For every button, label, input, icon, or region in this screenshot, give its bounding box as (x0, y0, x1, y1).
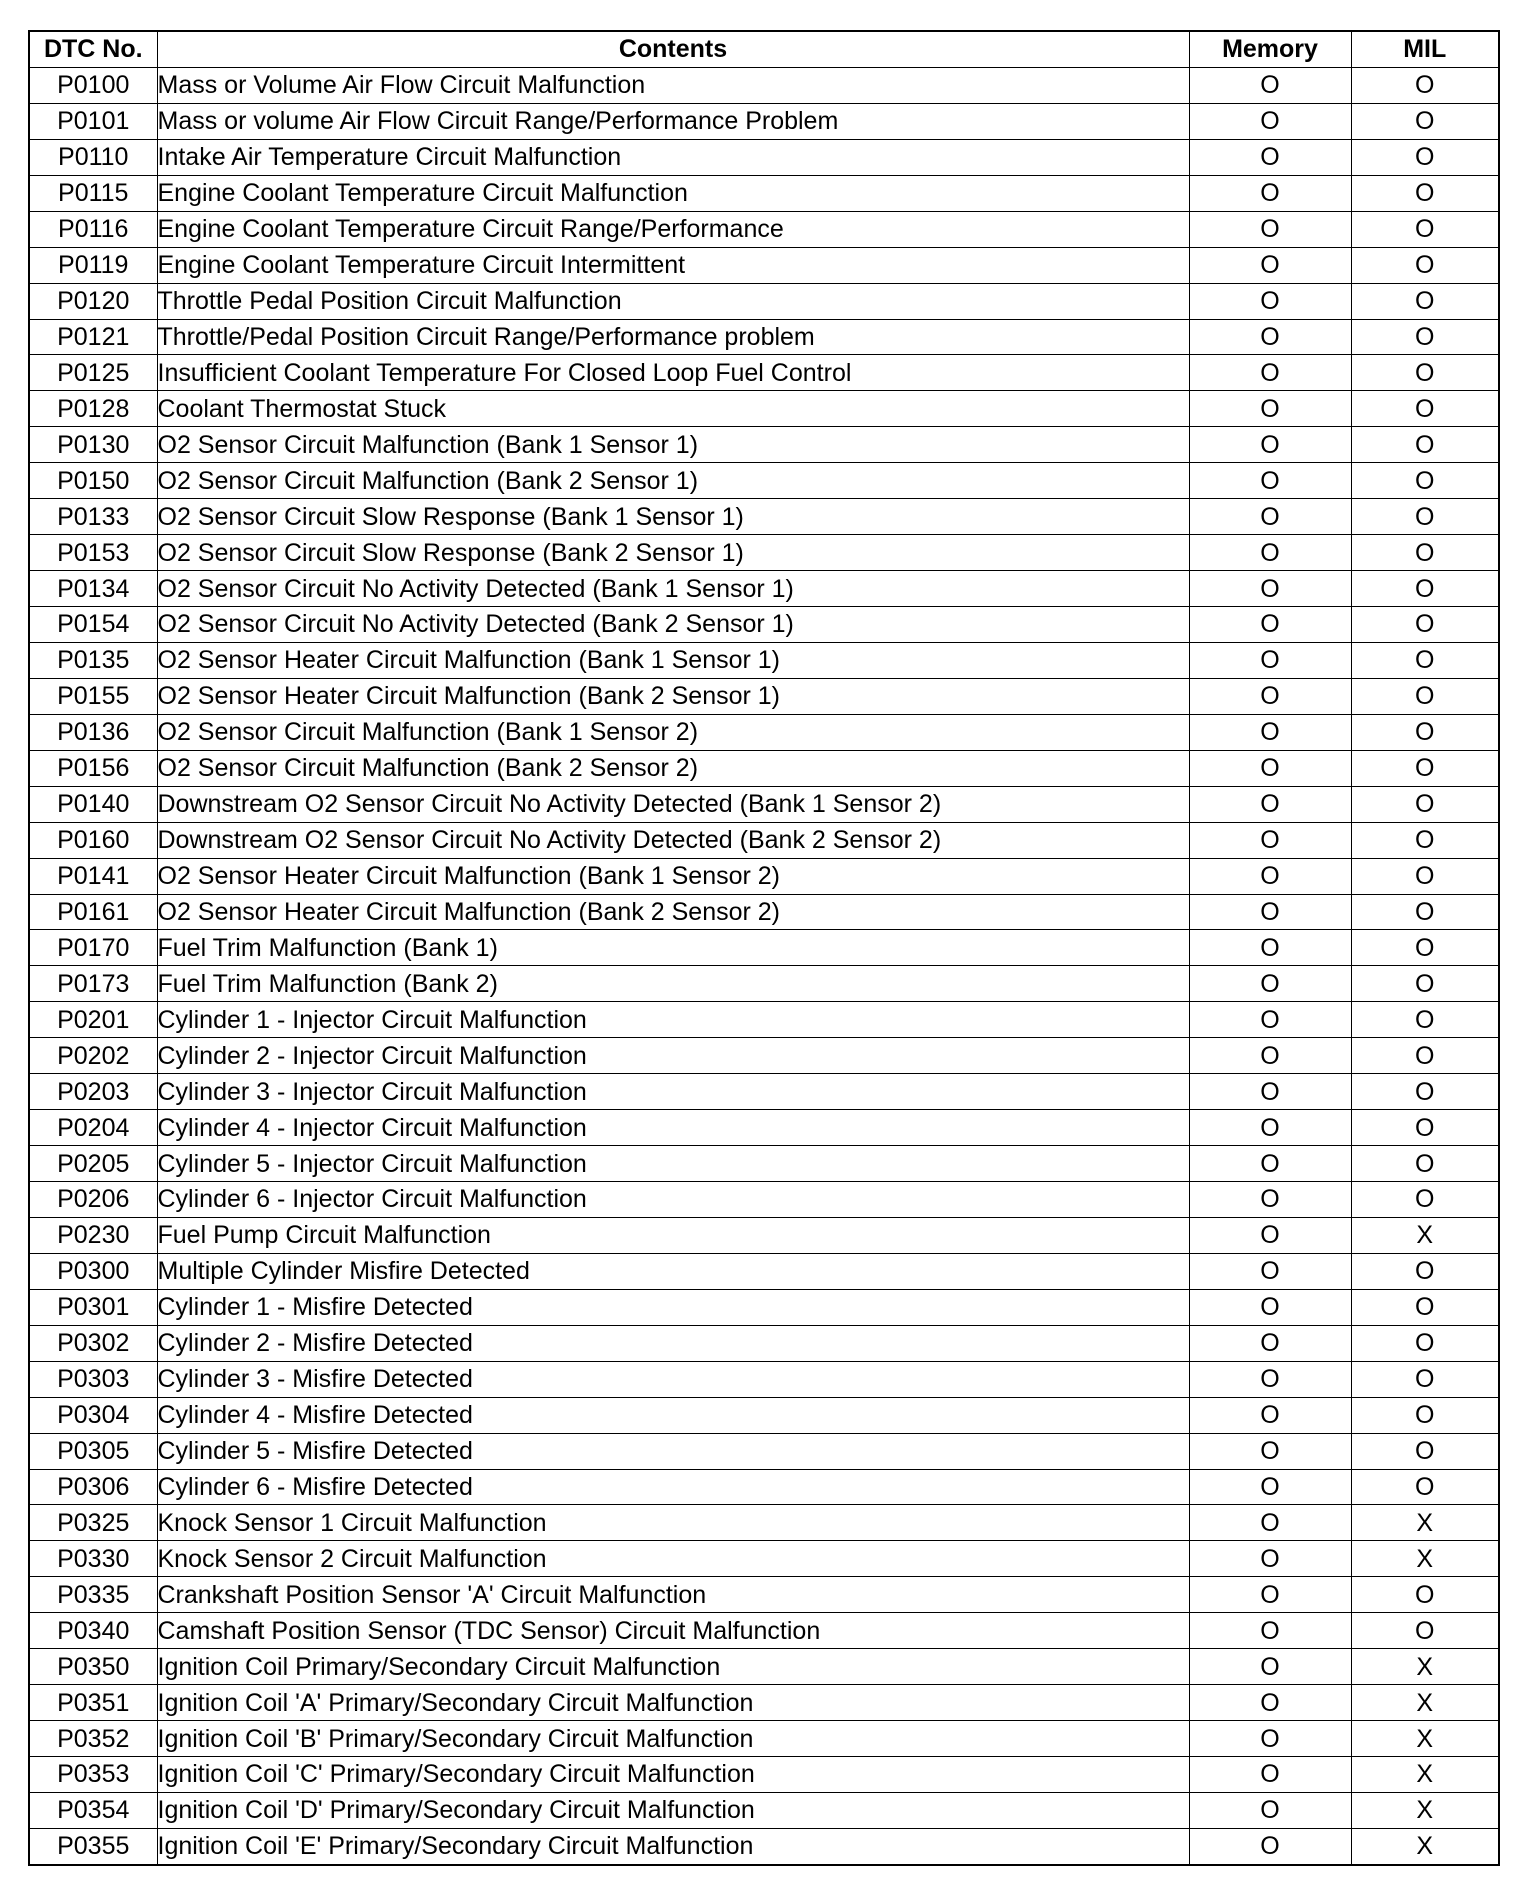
mil-cell: O (1351, 858, 1499, 894)
dtc-code-cell: P0303 (29, 1361, 157, 1397)
memory-cell: O (1189, 1182, 1351, 1218)
table-row (29, 139, 1499, 175)
memory-cell: O (1189, 211, 1351, 247)
mil-cell: O (1351, 1253, 1499, 1289)
dtc-code-cell: P0160 (29, 822, 157, 858)
header-mil: MIL (1351, 31, 1499, 67)
contents-cell: Throttle/Pedal Position Circuit Range/Performance problem (157, 319, 1189, 355)
mil-cell: O (1351, 1146, 1499, 1182)
dtc-code-cell: P0300 (29, 1253, 157, 1289)
memory-cell: O (1189, 1649, 1351, 1685)
mil-cell: O (1351, 355, 1499, 391)
dtc-code-cell: P0306 (29, 1469, 157, 1505)
contents-cell: Coolant Thermostat Stuck (157, 391, 1189, 427)
contents-cell: Cylinder 4 - Injector Circuit Malfunction (157, 1110, 1189, 1146)
table-row (29, 391, 1499, 427)
memory-cell: O (1189, 175, 1351, 211)
contents-cell: Engine Coolant Temperature Circuit Intermittent (157, 247, 1189, 283)
mil-cell: O (1351, 139, 1499, 175)
table-row (29, 535, 1499, 571)
table-row (29, 1253, 1499, 1289)
contents-cell: O2 Sensor Heater Circuit Malfunction (Bank 1 Sensor 1) (157, 642, 1189, 678)
contents-cell: Downstream O2 Sensor Circuit No Activity Detected (Bank 2 Sensor 2) (157, 822, 1189, 858)
mil-cell: O (1351, 319, 1499, 355)
mil-cell: O (1351, 283, 1499, 319)
contents-cell: Fuel Pump Circuit Malfunction (157, 1217, 1189, 1253)
mil-cell: O (1351, 1361, 1499, 1397)
mil-cell: O (1351, 499, 1499, 535)
dtc-code-cell: P0115 (29, 175, 157, 211)
table-row (29, 67, 1499, 103)
mil-cell: O (1351, 1002, 1499, 1038)
contents-cell: Fuel Trim Malfunction (Bank 1) (157, 930, 1189, 966)
dtc-code-cell: P0125 (29, 355, 157, 391)
mil-cell: X (1351, 1217, 1499, 1253)
dtc-code-cell: P0204 (29, 1110, 157, 1146)
mil-cell: O (1351, 427, 1499, 463)
contents-cell: O2 Sensor Heater Circuit Malfunction (Bank 1 Sensor 2) (157, 858, 1189, 894)
mil-cell: X (1351, 1828, 1499, 1864)
table-row (29, 786, 1499, 822)
memory-cell: O (1189, 714, 1351, 750)
contents-cell: O2 Sensor Circuit Slow Response (Bank 2 Sensor 1) (157, 535, 1189, 571)
contents-cell: Throttle Pedal Position Circuit Malfunction (157, 283, 1189, 319)
memory-cell: O (1189, 1433, 1351, 1469)
dtc-code-cell: P0355 (29, 1828, 157, 1864)
dtc-code-cell: P0353 (29, 1757, 157, 1793)
table-row (29, 499, 1499, 535)
contents-cell: Camshaft Position Sensor (TDC Sensor) Circuit Malfunction (157, 1613, 1189, 1649)
table-row (29, 175, 1499, 211)
memory-cell: O (1189, 1541, 1351, 1577)
dtc-code-cell: P0101 (29, 103, 157, 139)
mil-cell: O (1351, 714, 1499, 750)
contents-cell: Ignition Coil 'E' Primary/Secondary Circuit Malfunction (157, 1828, 1189, 1864)
contents-cell: Cylinder 3 - Injector Circuit Malfunction (157, 1074, 1189, 1110)
dtc-code-cell: P0154 (29, 607, 157, 643)
contents-cell: Mass or Volume Air Flow Circuit Malfunction (157, 67, 1189, 103)
contents-cell: O2 Sensor Circuit No Activity Detected (Bank 1 Sensor 1) (157, 571, 1189, 607)
memory-cell: O (1189, 1146, 1351, 1182)
contents-cell: O2 Sensor Heater Circuit Malfunction (Bank 2 Sensor 1) (157, 678, 1189, 714)
memory-cell: O (1189, 1002, 1351, 1038)
contents-cell: O2 Sensor Circuit Malfunction (Bank 2 Sensor 1) (157, 463, 1189, 499)
mil-cell: O (1351, 571, 1499, 607)
contents-cell: Cylinder 2 - Injector Circuit Malfunction (157, 1038, 1189, 1074)
dtc-code-cell: P0136 (29, 714, 157, 750)
dtc-code-cell: P0170 (29, 930, 157, 966)
mil-cell: O (1351, 247, 1499, 283)
dtc-code-cell: P0130 (29, 427, 157, 463)
mil-cell: O (1351, 894, 1499, 930)
mil-cell: O (1351, 1397, 1499, 1433)
memory-cell: O (1189, 499, 1351, 535)
dtc-code-cell: P0352 (29, 1721, 157, 1757)
contents-cell: Cylinder 4 - Misfire Detected (157, 1397, 1189, 1433)
table-row (29, 1038, 1499, 1074)
contents-cell: O2 Sensor Circuit Malfunction (Bank 2 Sensor 2) (157, 750, 1189, 786)
memory-cell: O (1189, 1792, 1351, 1828)
table-row (29, 894, 1499, 930)
contents-cell: Cylinder 5 - Injector Circuit Malfunction (157, 1146, 1189, 1182)
memory-cell: O (1189, 858, 1351, 894)
memory-cell: O (1189, 247, 1351, 283)
table-row (29, 678, 1499, 714)
dtc-code-cell: P0230 (29, 1217, 157, 1253)
dtc-code-cell: P0301 (29, 1289, 157, 1325)
dtc-code-cell: P0141 (29, 858, 157, 894)
table-row (29, 1577, 1499, 1613)
mil-cell: O (1351, 175, 1499, 211)
memory-cell: O (1189, 1217, 1351, 1253)
table-row (29, 750, 1499, 786)
memory-cell: O (1189, 822, 1351, 858)
contents-cell: Knock Sensor 1 Circuit Malfunction (157, 1505, 1189, 1541)
table-row (29, 642, 1499, 678)
table-row (29, 1685, 1499, 1721)
mil-cell: O (1351, 607, 1499, 643)
memory-cell: O (1189, 283, 1351, 319)
dtc-code-cell: P0155 (29, 678, 157, 714)
dtc-code-cell: P0330 (29, 1541, 157, 1577)
dtc-code-cell: P0205 (29, 1146, 157, 1182)
mil-cell: X (1351, 1649, 1499, 1685)
table-row (29, 1792, 1499, 1828)
table-row (29, 1541, 1499, 1577)
memory-cell: O (1189, 103, 1351, 139)
dtc-code-cell: P0116 (29, 211, 157, 247)
memory-cell: O (1189, 1361, 1351, 1397)
contents-cell: O2 Sensor Circuit Malfunction (Bank 1 Sensor 1) (157, 427, 1189, 463)
mil-cell: O (1351, 786, 1499, 822)
dtc-code-cell: P0119 (29, 247, 157, 283)
memory-cell: O (1189, 894, 1351, 930)
memory-cell: O (1189, 930, 1351, 966)
memory-cell: O (1189, 1110, 1351, 1146)
mil-cell: O (1351, 463, 1499, 499)
dtc-code-cell: P0110 (29, 139, 157, 175)
table-row (29, 1721, 1499, 1757)
contents-cell: O2 Sensor Circuit Malfunction (Bank 1 Sensor 2) (157, 714, 1189, 750)
dtc-code-cell: P0100 (29, 67, 157, 103)
table-row (29, 211, 1499, 247)
dtc-code-cell: P0305 (29, 1433, 157, 1469)
memory-cell: O (1189, 678, 1351, 714)
table-row (29, 1397, 1499, 1433)
memory-cell: O (1189, 355, 1351, 391)
dtc-code-cell: P0153 (29, 535, 157, 571)
mil-cell: O (1351, 1577, 1499, 1613)
memory-cell: O (1189, 1469, 1351, 1505)
contents-cell: Cylinder 2 - Misfire Detected (157, 1325, 1189, 1361)
memory-cell: O (1189, 1757, 1351, 1793)
table-row (29, 319, 1499, 355)
dtc-code-cell: P0203 (29, 1074, 157, 1110)
contents-cell: O2 Sensor Circuit Slow Response (Bank 1 Sensor 1) (157, 499, 1189, 535)
memory-cell: O (1189, 1253, 1351, 1289)
dtc-code-cell: P0206 (29, 1182, 157, 1218)
dtc-code-cell: P0335 (29, 1577, 157, 1613)
table-row (29, 966, 1499, 1002)
contents-cell: Crankshaft Position Sensor 'A' Circuit Malfunction (157, 1577, 1189, 1613)
dtc-code-cell: P0340 (29, 1613, 157, 1649)
memory-cell: O (1189, 1397, 1351, 1433)
memory-cell: O (1189, 607, 1351, 643)
dtc-code-cell: P0140 (29, 786, 157, 822)
dtc-code-cell: P0351 (29, 1685, 157, 1721)
memory-cell: O (1189, 966, 1351, 1002)
memory-cell: O (1189, 571, 1351, 607)
contents-cell: Downstream O2 Sensor Circuit No Activity Detected (Bank 1 Sensor 2) (157, 786, 1189, 822)
table-row (29, 427, 1499, 463)
memory-cell: O (1189, 1721, 1351, 1757)
table-row (29, 1289, 1499, 1325)
dtc-code-cell: P0128 (29, 391, 157, 427)
contents-cell: Intake Air Temperature Circuit Malfunction (157, 139, 1189, 175)
dtc-code-cell: P0121 (29, 319, 157, 355)
contents-cell: Cylinder 6 - Misfire Detected (157, 1469, 1189, 1505)
mil-cell: O (1351, 930, 1499, 966)
mil-cell: X (1351, 1792, 1499, 1828)
mil-cell: O (1351, 1433, 1499, 1469)
dtc-code-cell: P0350 (29, 1649, 157, 1685)
mil-cell: O (1351, 1469, 1499, 1505)
mil-cell: O (1351, 103, 1499, 139)
memory-cell: O (1189, 1038, 1351, 1074)
table-row (29, 463, 1499, 499)
memory-cell: O (1189, 67, 1351, 103)
mil-cell: O (1351, 1325, 1499, 1361)
dtc-code-cell: P0150 (29, 463, 157, 499)
table-row (29, 247, 1499, 283)
table-row (29, 1613, 1499, 1649)
contents-cell: Cylinder 6 - Injector Circuit Malfunction (157, 1182, 1189, 1218)
mil-cell: O (1351, 535, 1499, 571)
table-row (29, 930, 1499, 966)
mil-cell: X (1351, 1757, 1499, 1793)
memory-cell: O (1189, 535, 1351, 571)
table-row (29, 1469, 1499, 1505)
mil-cell: X (1351, 1685, 1499, 1721)
table-row (29, 1649, 1499, 1685)
table-row (29, 1002, 1499, 1038)
header-row (29, 31, 1499, 67)
mil-cell: X (1351, 1721, 1499, 1757)
mil-cell: O (1351, 1074, 1499, 1110)
contents-cell: Cylinder 5 - Misfire Detected (157, 1433, 1189, 1469)
memory-cell: O (1189, 427, 1351, 463)
dtc-code-cell: P0325 (29, 1505, 157, 1541)
contents-cell: O2 Sensor Circuit No Activity Detected (Bank 2 Sensor 1) (157, 607, 1189, 643)
table-row (29, 1074, 1499, 1110)
memory-cell: O (1189, 391, 1351, 427)
mil-cell: O (1351, 391, 1499, 427)
memory-cell: O (1189, 463, 1351, 499)
contents-cell: Ignition Coil 'C' Primary/Secondary Circuit Malfunction (157, 1757, 1189, 1793)
header-memory: Memory (1189, 31, 1351, 67)
memory-cell: O (1189, 1074, 1351, 1110)
contents-cell: Knock Sensor 2 Circuit Malfunction (157, 1541, 1189, 1577)
contents-cell: Fuel Trim Malfunction (Bank 2) (157, 966, 1189, 1002)
dtc-code-cell: P0201 (29, 1002, 157, 1038)
table-row (29, 355, 1499, 391)
table-row (29, 607, 1499, 643)
dtc-code-cell: P0133 (29, 499, 157, 535)
table-row (29, 1146, 1499, 1182)
contents-cell: Insufficient Coolant Temperature For Closed Loop Fuel Control (157, 355, 1189, 391)
table-row (29, 103, 1499, 139)
memory-cell: O (1189, 1505, 1351, 1541)
mil-cell: O (1351, 678, 1499, 714)
table-row (29, 1433, 1499, 1469)
table-row (29, 1828, 1499, 1864)
mil-cell: O (1351, 1182, 1499, 1218)
dtc-code-cell: P0161 (29, 894, 157, 930)
table-row (29, 822, 1499, 858)
contents-cell: Mass or volume Air Flow Circuit Range/Performance Problem (157, 103, 1189, 139)
memory-cell: O (1189, 1577, 1351, 1613)
table-row (29, 1505, 1499, 1541)
table-row (29, 1182, 1499, 1218)
contents-cell: O2 Sensor Heater Circuit Malfunction (Bank 2 Sensor 2) (157, 894, 1189, 930)
contents-cell: Cylinder 1 - Misfire Detected (157, 1289, 1189, 1325)
table-row (29, 714, 1499, 750)
memory-cell: O (1189, 750, 1351, 786)
contents-cell: Engine Coolant Temperature Circuit Range/Performance (157, 211, 1189, 247)
memory-cell: O (1189, 319, 1351, 355)
mil-cell: O (1351, 1289, 1499, 1325)
header-contents: Contents (157, 31, 1189, 67)
contents-cell: Engine Coolant Temperature Circuit Malfunction (157, 175, 1189, 211)
memory-cell: O (1189, 1289, 1351, 1325)
memory-cell: O (1189, 139, 1351, 175)
mil-cell: O (1351, 1038, 1499, 1074)
mil-cell: O (1351, 211, 1499, 247)
mil-cell: O (1351, 1613, 1499, 1649)
dtc-code-cell: P0302 (29, 1325, 157, 1361)
dtc-table-body (29, 67, 1499, 1864)
contents-cell: Ignition Coil 'B' Primary/Secondary Circuit Malfunction (157, 1721, 1189, 1757)
mil-cell: X (1351, 1541, 1499, 1577)
mil-cell: O (1351, 822, 1499, 858)
dtc-code-cell: P0304 (29, 1397, 157, 1433)
memory-cell: O (1189, 642, 1351, 678)
table-row (29, 1217, 1499, 1253)
dtc-sheet (28, 30, 1498, 1866)
dtc-code-cell: P0354 (29, 1792, 157, 1828)
memory-cell: O (1189, 1325, 1351, 1361)
dtc-code-cell: P0120 (29, 283, 157, 319)
mil-cell: O (1351, 642, 1499, 678)
contents-cell: Cylinder 3 - Misfire Detected (157, 1361, 1189, 1397)
table-row (29, 1757, 1499, 1793)
contents-cell: Cylinder 1 - Injector Circuit Malfunction (157, 1002, 1189, 1038)
memory-cell: O (1189, 1828, 1351, 1864)
table-row (29, 1110, 1499, 1146)
contents-cell: Multiple Cylinder Misfire Detected (157, 1253, 1189, 1289)
contents-cell: Ignition Coil Primary/Secondary Circuit Malfunction (157, 1649, 1189, 1685)
mil-cell: O (1351, 750, 1499, 786)
mil-cell: O (1351, 1110, 1499, 1146)
dtc-code-cell: P0156 (29, 750, 157, 786)
memory-cell: O (1189, 1685, 1351, 1721)
memory-cell: O (1189, 1613, 1351, 1649)
memory-cell: O (1189, 786, 1351, 822)
dtc-code-cell: P0135 (29, 642, 157, 678)
dtc-table (28, 30, 1500, 1866)
table-row (29, 1361, 1499, 1397)
dtc-code-cell: P0173 (29, 966, 157, 1002)
contents-cell: Ignition Coil 'D' Primary/Secondary Circuit Malfunction (157, 1792, 1189, 1828)
header-dtc-no: DTC No. (29, 31, 157, 67)
contents-cell: Ignition Coil 'A' Primary/Secondary Circuit Malfunction (157, 1685, 1189, 1721)
table-row (29, 283, 1499, 319)
table-row (29, 571, 1499, 607)
mil-cell: O (1351, 966, 1499, 1002)
dtc-code-cell: P0202 (29, 1038, 157, 1074)
mil-cell: O (1351, 67, 1499, 103)
table-row (29, 1325, 1499, 1361)
dtc-code-cell: P0134 (29, 571, 157, 607)
mil-cell: X (1351, 1505, 1499, 1541)
table-row (29, 858, 1499, 894)
